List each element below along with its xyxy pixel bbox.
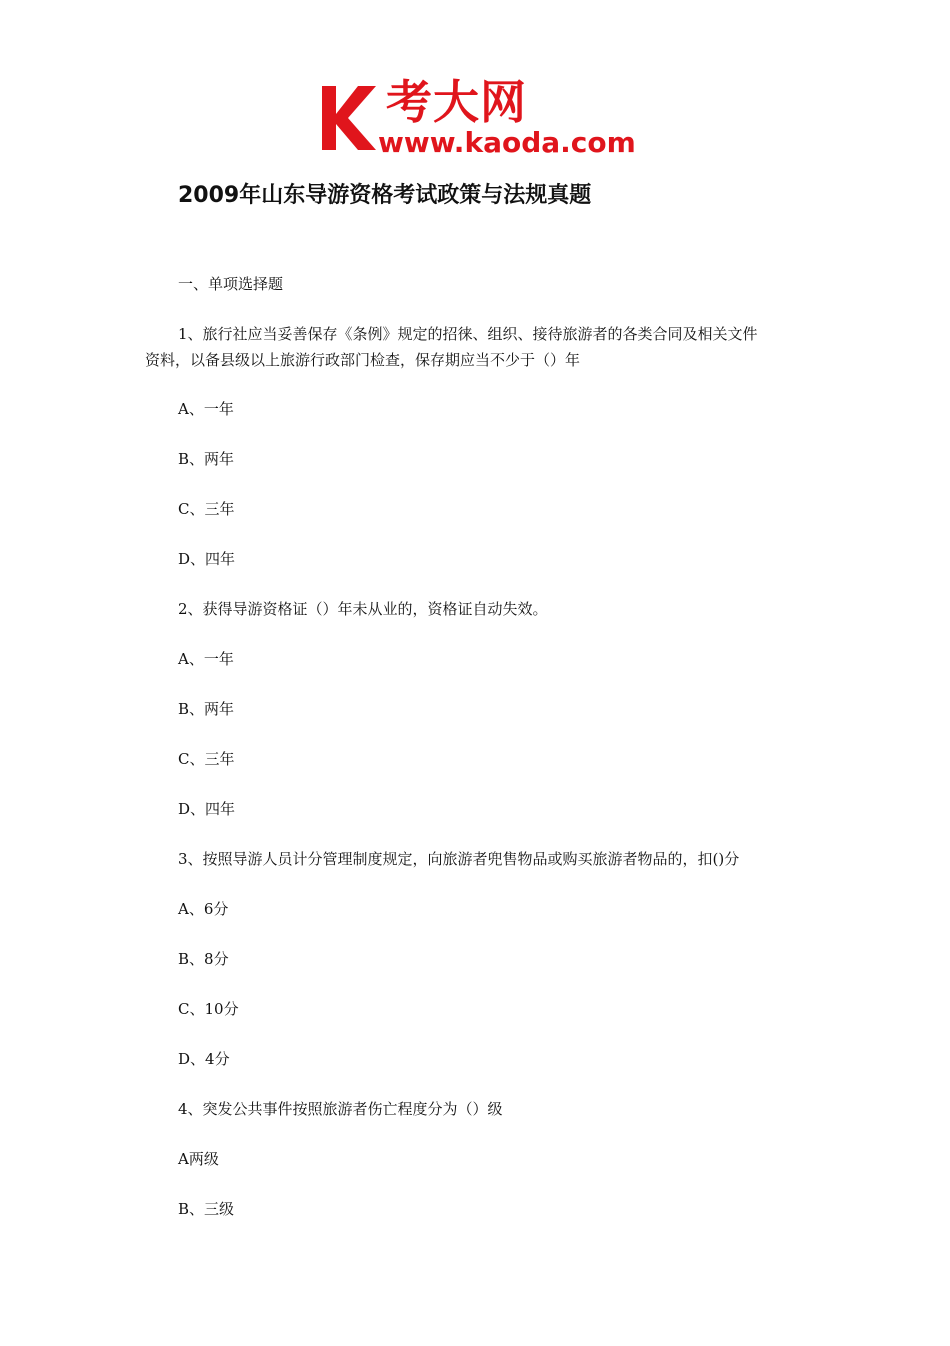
question-3-option-d: D、4分 [178,1050,230,1068]
question-4-option-a: A两级 [178,1150,219,1168]
page-title: 2009年山东导游资格考试政策与法规真题 [178,183,592,208]
question-3-option-a: A、6分 [178,900,229,918]
question-2-option-a: A、一年 [178,650,234,668]
section-heading: 一、单项选择题 [178,275,284,293]
question-1-option-c: C、三年 [178,500,235,518]
question-4-stem: 4、突发公共事件按照旅游者伤亡程度分为（）级 [178,1100,503,1118]
question-4-option-b: B、三级 [178,1200,235,1218]
question-1-option-a: A、一年 [178,400,234,418]
question-1-option-b: B、两年 [178,450,235,468]
question-3-option-b: B、8分 [178,950,229,968]
logo-url-text: www.kaoda.com [378,126,636,159]
question-1-option-d: D、四年 [178,550,236,568]
k-logo-icon [318,80,380,152]
question-3-stem: 3、按照导游人员计分管理制度规定，向旅游者兜售物品或购买旅游者物品的，扣()分 [178,850,740,868]
question-2-stem: 2、获得导游资格证（）年未从业的，资格证自动失效。 [178,600,548,618]
question-2-option-c: C、三年 [178,750,235,768]
logo-brand-text: 考大网 [386,75,527,129]
question-2-option-b: B、两年 [178,700,235,718]
question-1-stem-continued: 资料，以备县级以上旅游行政部门检查，保存期应当不少于（）年 [145,351,581,369]
kaoda-logo[interactable] [318,75,640,162]
question-1-stem: 1、旅行社应当妥善保存《条例》规定的招徕、组织、接待旅游者的各类合同及相关文件 [178,325,758,343]
question-3-option-c: C、10分 [178,1000,239,1018]
question-2-option-d: D、四年 [178,800,236,818]
